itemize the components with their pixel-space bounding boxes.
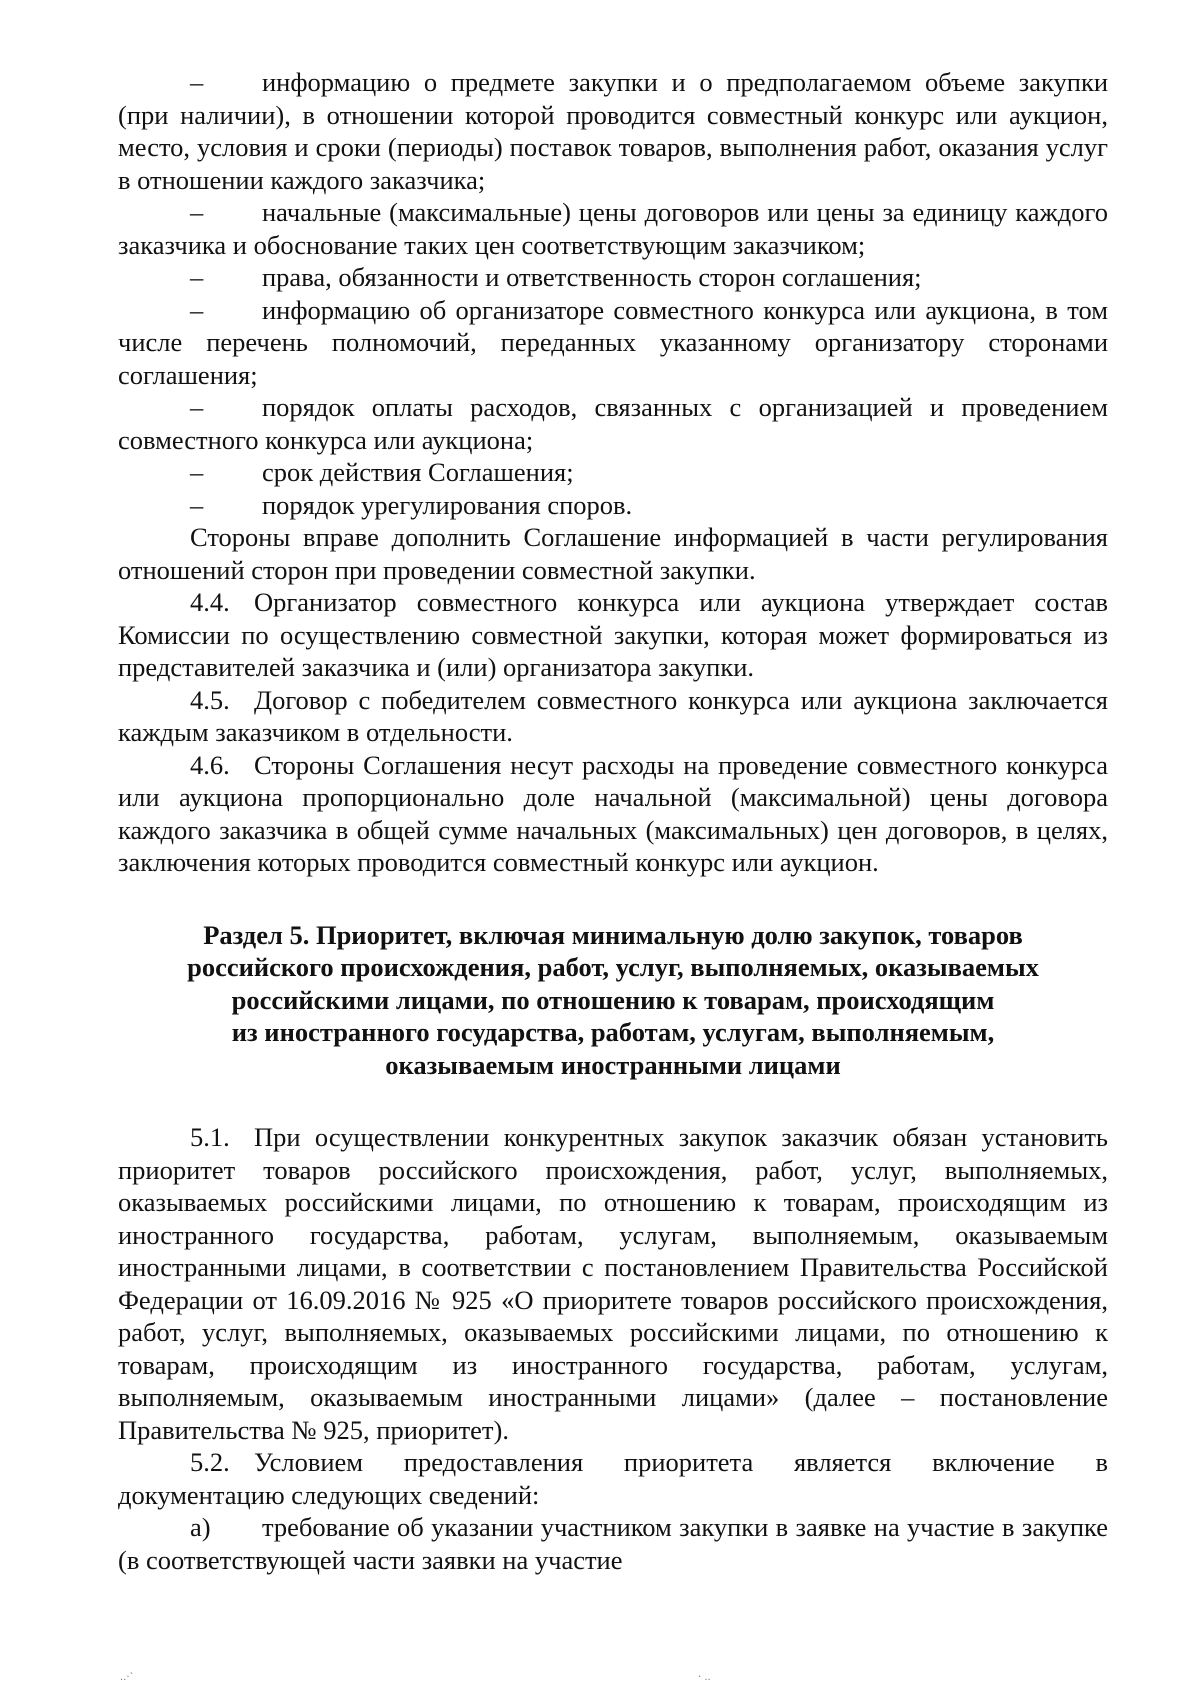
list-item (118, 294, 1108, 392)
list-marker: – (190, 457, 204, 487)
clause-text: Организатор совместного конкурса или аукциона утверждает состав Комиссии по осуществлению совместной закупки, которая может формироваться из представителей заказчика и (или) организатора закупки. (118, 587, 1108, 682)
clause-text: Стороны Соглашения несут расходы на проведение совместного конкурса или аукциона пропорционально доле начальной (максимальной) цены договора каждого заказчика в общей сумме начальных (максимальных) цен договоров, в целях, заключения которых проводится совместный конкурс или аукцион. (118, 749, 1108, 877)
sub-item-marker: а) (190, 1512, 211, 1542)
list-item (118, 196, 1108, 261)
clause-4-6 (118, 749, 1108, 879)
heading-line: российскими лицами, по отношению к товарам, происходящим (231, 984, 995, 1015)
clause-4-5 (118, 684, 1108, 749)
clause-number: 4.6. (190, 749, 230, 780)
heading-line: оказываемым иностранными лицами (385, 1049, 841, 1080)
paragraph-supplement: Стороны вправе дополнить Соглашение информацией в части регулирования отношений сторон при проведении совместной закупки. (118, 522, 1108, 585)
heading-line: из иностранного государства, работам, услугам, выполняемым, (231, 1017, 995, 1047)
heading-line: российского происхождения, работ, услуг, выполняемых, оказываемых (187, 952, 1039, 982)
list-item (118, 261, 1108, 294)
list-marker: – (190, 392, 204, 422)
list-item (118, 66, 1108, 196)
clause-text: Условием предоставления приоритета является включение в документацию следующих сведений: (118, 1447, 1108, 1510)
list-item (118, 456, 1108, 489)
clause-4-4 (118, 586, 1108, 684)
list-item-text: срок действия Соглашения; (262, 457, 574, 487)
sub-item-text: требование об указании участником закупки в заявке на участие в закупке (в соответствующей части заявки на участие (118, 1512, 1108, 1575)
list-item-text: порядок урегулирования споров. (262, 489, 633, 520)
list-marker: – (190, 294, 204, 325)
clause-text: При осуществлении конкурентных закупок заказчик обязан установить приоритет товаров российского происхождения, работ, услуг, выполняемых, оказываемых российскими лицами, по отношению к товарам, происходящим из иностранного государства, работам, услугам, выполняемым, оказываемым иностранными лицами, в соответствии с постановлением Правительства Российской Федерации от 16.09.2016 № 925 «О приоритете товаров российского происхождения, работ, услуг, выполняемых, оказываемых российскими лицами, по отношению к товарам, происходящим из иностранного государства, работам, услугам, выполняемым, оказываемым иностранными лицами» (далее – постановление Правительства № 925, приоритет). (118, 1122, 1108, 1445)
section-5-heading (148, 919, 1078, 1082)
list-item (118, 489, 1108, 522)
clause-text: Договор с победителем совместного конкурса или аукциона заключается каждым заказчиком в отдельности. (118, 684, 1108, 747)
list-item-text: начальные (максимальные) цены договоров или цены за единицу каждого заказчика и обоснование таких цен соответствующим заказчиком; (118, 197, 1108, 260)
clause-5-2 (118, 1446, 1108, 1511)
list-item-text: порядок оплаты расходов, связанных с организацией и проведением совместного конкурса или аукциона; (118, 392, 1108, 455)
clause-5-1 (118, 1121, 1108, 1446)
document-page (118, 66, 1108, 1576)
scan-mark-left: ..·` (120, 1672, 135, 1683)
heading-line: Раздел 5. Приоритет, включая минимальную долю закупок, товаров (203, 919, 1023, 950)
scan-mark-center: · .. (698, 1672, 711, 1683)
list-item-text: информацию о предмете закупки и о предполагаемом объеме закупки (при наличии), в отношении которой проводится совместный конкурс или аукцион, место, условия и сроки (периоды) поставок товаров, выполнения работ, оказания услуг в отношении каждого заказчика; (118, 67, 1108, 195)
list-marker: – (190, 197, 204, 227)
clause-number: 5.1. (190, 1122, 230, 1152)
list-marker: – (190, 489, 204, 520)
list-item-text: информацию об организаторе совместного конкурса или аукциона, в том числе перечень полномочий, переданных указанному организатору сторонами соглашения; (118, 294, 1108, 390)
list-marker: – (190, 67, 204, 97)
list-item (118, 391, 1108, 456)
clause-number: 4.4. (190, 587, 230, 617)
clause-number: 4.5. (190, 684, 230, 715)
list-marker: – (190, 262, 204, 292)
clause-number: 5.2. (190, 1447, 230, 1477)
list-item-text: права, обязанности и ответственность сторон соглашения; (262, 262, 922, 292)
sub-item-a (118, 1511, 1108, 1576)
